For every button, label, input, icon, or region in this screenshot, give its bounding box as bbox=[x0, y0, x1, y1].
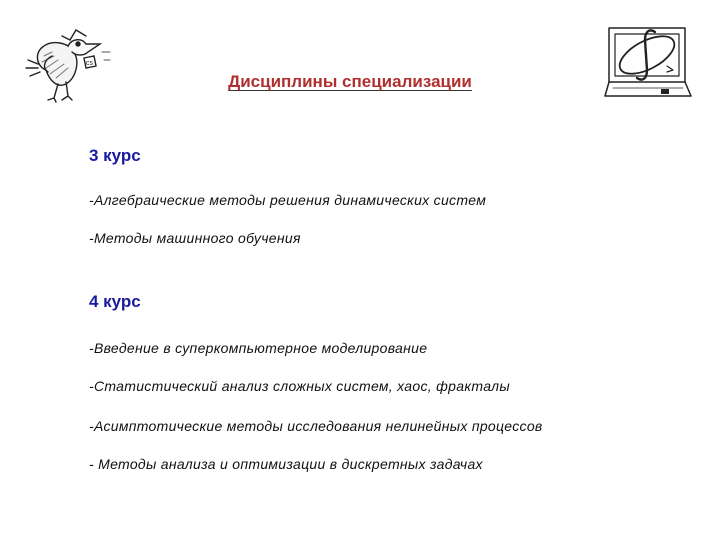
page-title bbox=[0, 72, 700, 92]
page-title-text: Дисциплины специализации bbox=[228, 72, 472, 91]
course-4-heading: 4 курс bbox=[89, 292, 141, 311]
svg-text:cs: cs bbox=[86, 60, 93, 67]
course-4-item-2: -Статистический анализ сложных систем, хаос, фракталы bbox=[89, 378, 510, 394]
course-3-item-1: -Алгебраические методы решения динамических систем bbox=[89, 192, 487, 208]
course-4-item-3: -Асимптотические методы исследования нелинейных процессов bbox=[89, 418, 543, 434]
integral-monitor-logo-icon bbox=[603, 22, 699, 102]
course-4-item-4: - Методы анализа и оптимизации в дискретных задачах bbox=[89, 456, 483, 472]
course-3-heading: 3 курс bbox=[89, 146, 141, 165]
course-3-item-2: -Методы машинного обучения bbox=[89, 230, 301, 246]
bird-logo-icon bbox=[22, 22, 114, 108]
course-4-item-1: -Введение в суперкомпьютерное моделирование bbox=[89, 340, 428, 356]
